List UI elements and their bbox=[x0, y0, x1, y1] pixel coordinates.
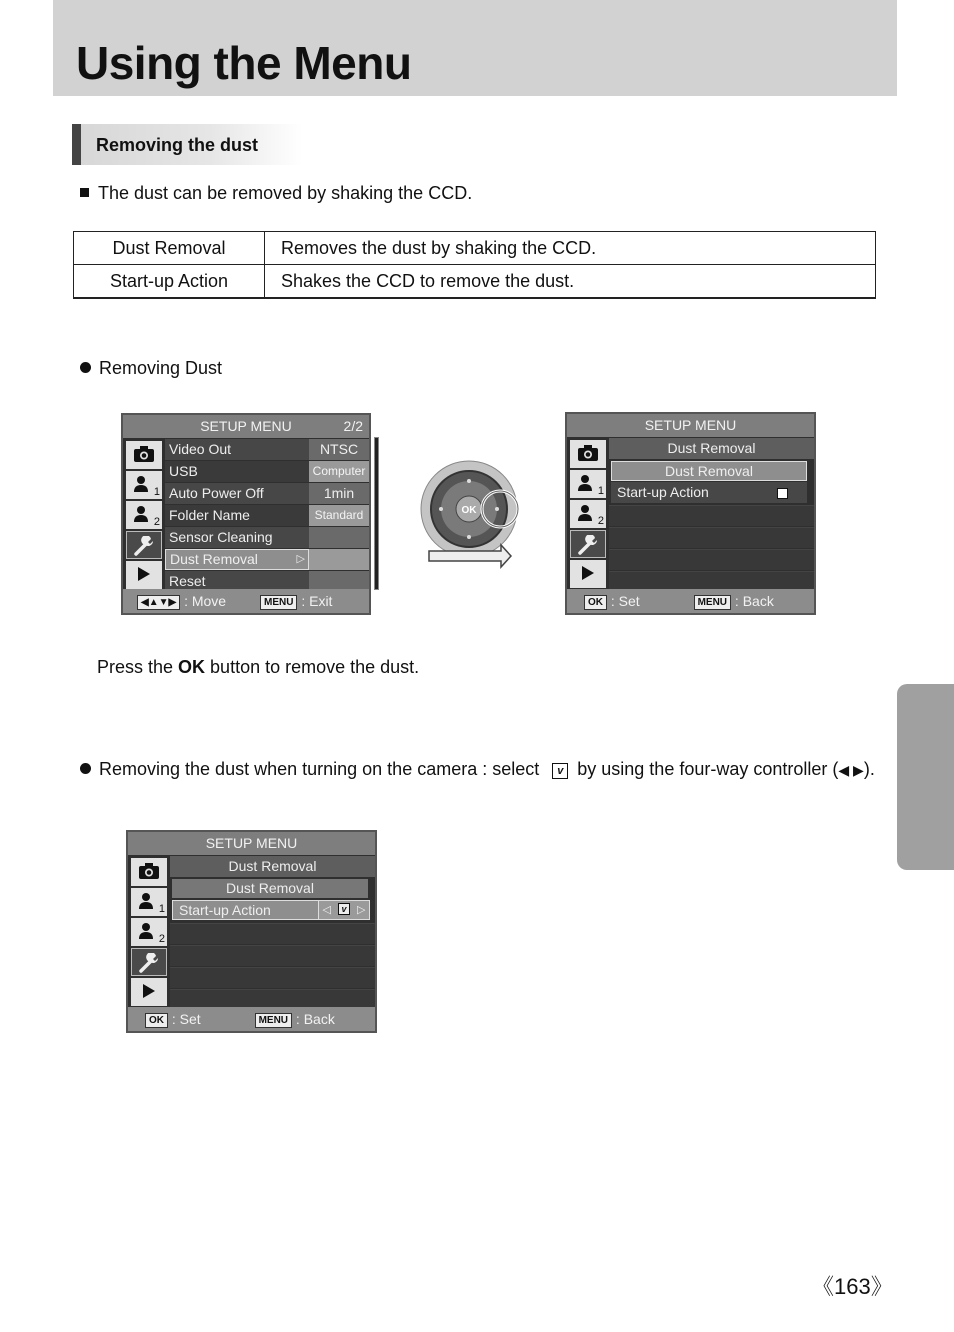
empty-row bbox=[170, 945, 375, 966]
footer-exit-label: : Exit bbox=[301, 593, 333, 609]
screen-footer bbox=[123, 589, 369, 613]
screen-title-bar bbox=[123, 415, 369, 438]
empty-row bbox=[609, 549, 814, 570]
value-auto-power-off: 1min bbox=[309, 483, 369, 504]
value-usb: Computer bbox=[309, 461, 369, 482]
menu-button-icon: MENU bbox=[260, 595, 297, 610]
setup-menu-screen-2 bbox=[565, 412, 816, 615]
camera-tab[interactable] bbox=[131, 858, 167, 886]
menu-item-auto-power-off[interactable]: Auto Power Off bbox=[165, 483, 311, 504]
person-icon bbox=[577, 504, 595, 522]
value-folder-name: Standard bbox=[309, 505, 369, 526]
page-indicator: 2/2 bbox=[343, 418, 363, 434]
camera-icon bbox=[138, 862, 160, 880]
dust-removal-label: Dust Removal bbox=[170, 551, 258, 567]
value-dust-removal bbox=[309, 549, 369, 570]
empty-row bbox=[170, 967, 375, 988]
scrollbar[interactable] bbox=[374, 437, 379, 590]
bullet-startup-action bbox=[80, 759, 875, 780]
playback-tab[interactable] bbox=[126, 561, 162, 589]
startup-action-option[interactable]: Start-up Action bbox=[172, 900, 320, 920]
custom-2-tab[interactable] bbox=[570, 500, 606, 528]
setup-tab[interactable] bbox=[126, 531, 162, 559]
person-icon bbox=[577, 474, 595, 492]
round-bullet-icon bbox=[80, 763, 91, 774]
menu-icon-column bbox=[126, 441, 162, 591]
checkmark-icon: v bbox=[552, 763, 568, 779]
value-sensor-cleaning bbox=[309, 527, 369, 548]
press-ok-text bbox=[97, 657, 419, 678]
press-text-ok: OK bbox=[178, 657, 206, 677]
chapter-side-tab bbox=[897, 684, 954, 870]
wrench-icon bbox=[578, 535, 600, 555]
play-icon bbox=[138, 982, 158, 1000]
playback-tab[interactable] bbox=[570, 560, 606, 588]
setup-tab[interactable] bbox=[570, 530, 606, 558]
four-way-arrows-icon: ◀▲▼▶ bbox=[137, 595, 180, 610]
round-bullet-icon bbox=[80, 362, 91, 373]
screen-title-bar bbox=[567, 414, 814, 437]
custom-1-tab[interactable] bbox=[131, 888, 167, 916]
footer-move-label: : Move bbox=[184, 593, 227, 609]
bullet-removing-dust bbox=[80, 358, 222, 379]
screen-title: SETUP MENU bbox=[200, 418, 292, 434]
play-icon bbox=[133, 565, 153, 583]
wrench-icon bbox=[134, 536, 156, 556]
page-title: Using the Menu bbox=[76, 37, 412, 89]
startup-action-option[interactable]: Start-up Action bbox=[611, 482, 757, 503]
footer-set-label: : Set bbox=[171, 1011, 201, 1027]
menu-item-usb[interactable]: USB bbox=[165, 461, 311, 482]
person-icon bbox=[133, 475, 151, 493]
value-video-out: NTSC bbox=[309, 439, 369, 460]
table-row bbox=[74, 265, 876, 299]
menu-icon-column bbox=[570, 440, 606, 590]
custom-1-tab[interactable] bbox=[126, 471, 162, 499]
screen-title: SETUP MENU bbox=[205, 835, 298, 851]
empty-row bbox=[170, 923, 375, 944]
intro-text bbox=[80, 183, 472, 204]
definition-table bbox=[73, 231, 876, 299]
menu-item-folder-name[interactable]: Folder Name bbox=[165, 505, 311, 526]
screen-footer bbox=[567, 589, 814, 613]
person-icon bbox=[133, 505, 151, 523]
menu-item-reset[interactable]: Reset bbox=[165, 571, 311, 592]
tab-number: 1 bbox=[158, 903, 165, 915]
press-text-before: Press the bbox=[97, 657, 179, 677]
tab-number: 2 bbox=[158, 933, 165, 945]
page-number: 《163》 bbox=[812, 1274, 893, 1299]
wrench-icon bbox=[139, 953, 161, 973]
term-cell: Dust Removal bbox=[74, 232, 265, 265]
startup-action-value[interactable]: ◁ v ▷ bbox=[318, 900, 370, 920]
bullet2-end: ). bbox=[863, 759, 875, 779]
footer-back-label: : Back bbox=[295, 1011, 335, 1027]
custom-1-tab[interactable] bbox=[570, 470, 606, 498]
camera-icon bbox=[133, 445, 155, 463]
press-text-after: button to remove the dust. bbox=[205, 657, 420, 677]
section-title: Removing the dust bbox=[96, 135, 259, 155]
submenu-title: Dust Removal bbox=[609, 438, 814, 459]
camera-tab[interactable] bbox=[570, 440, 606, 468]
ok-button-icon: OK bbox=[145, 1013, 168, 1028]
checkmark-icon: v bbox=[338, 903, 350, 915]
setup-menu-screen-1 bbox=[121, 413, 371, 615]
page-header bbox=[53, 0, 897, 96]
custom-2-tab[interactable] bbox=[126, 501, 162, 529]
menu-item-sensor-cleaning[interactable]: Sensor Cleaning bbox=[165, 527, 311, 548]
table-row bbox=[74, 232, 876, 265]
setup-menu-screen-3 bbox=[126, 830, 377, 1033]
screen-title-bar bbox=[128, 832, 375, 855]
submenu-title: Dust Removal bbox=[170, 856, 375, 877]
menu-item-video-out[interactable]: Video Out bbox=[165, 439, 311, 460]
menu-button-icon: MENU bbox=[694, 595, 731, 610]
camera-tab[interactable] bbox=[126, 441, 162, 469]
footer-back-label: : Back bbox=[734, 593, 774, 609]
menu-icon-column bbox=[131, 858, 167, 1008]
empty-row bbox=[609, 527, 814, 548]
screen-footer bbox=[128, 1007, 375, 1031]
left-right-arrows-icon: ◀ ▶ bbox=[838, 762, 864, 778]
bullet2-after: by using the four-way controller ( bbox=[577, 759, 839, 779]
chevron-right-icon: ▷ bbox=[296, 553, 305, 565]
tab-number: 1 bbox=[153, 486, 160, 498]
section-heading bbox=[72, 124, 302, 165]
four-way-controller-icon bbox=[415, 455, 525, 570]
bullet2-before: Removing the dust when turning on the camera : select bbox=[99, 759, 540, 779]
setup-tab[interactable] bbox=[131, 948, 167, 976]
dust-removal-option[interactable]: Dust Removal bbox=[172, 879, 368, 898]
desc-cell: Removes the dust by shaking the CCD. bbox=[265, 232, 876, 265]
square-bullet-icon bbox=[80, 188, 89, 197]
person-icon bbox=[138, 922, 156, 940]
footer-set-label: : Set bbox=[610, 593, 640, 609]
intro-label: The dust can be removed by shaking the CCD. bbox=[98, 183, 473, 203]
dust-removal-option[interactable]: Dust Removal bbox=[611, 461, 807, 481]
ok-button-icon: OK bbox=[584, 595, 607, 610]
play-icon bbox=[577, 564, 597, 582]
custom-2-tab[interactable] bbox=[131, 918, 167, 946]
screen-title: SETUP MENU bbox=[644, 417, 737, 433]
ok-label: OK bbox=[461, 505, 477, 516]
desc-cell: Shakes the CCD to remove the dust. bbox=[265, 265, 876, 299]
menu-button-icon: MENU bbox=[255, 1013, 292, 1028]
checkbox-icon[interactable] bbox=[777, 488, 788, 499]
term-cell: Start-up Action bbox=[74, 265, 265, 299]
menu-item-dust-removal[interactable] bbox=[165, 549, 309, 570]
person-icon bbox=[138, 892, 156, 910]
section-heading-bar bbox=[72, 124, 81, 165]
bullet-label: Removing Dust bbox=[99, 358, 223, 378]
tab-number: 2 bbox=[597, 515, 604, 527]
empty-row bbox=[609, 505, 814, 526]
playback-tab[interactable] bbox=[131, 978, 167, 1006]
startup-action-value bbox=[757, 482, 807, 503]
tab-number: 2 bbox=[153, 516, 160, 528]
tab-number: 1 bbox=[597, 485, 604, 497]
camera-icon bbox=[577, 444, 599, 462]
